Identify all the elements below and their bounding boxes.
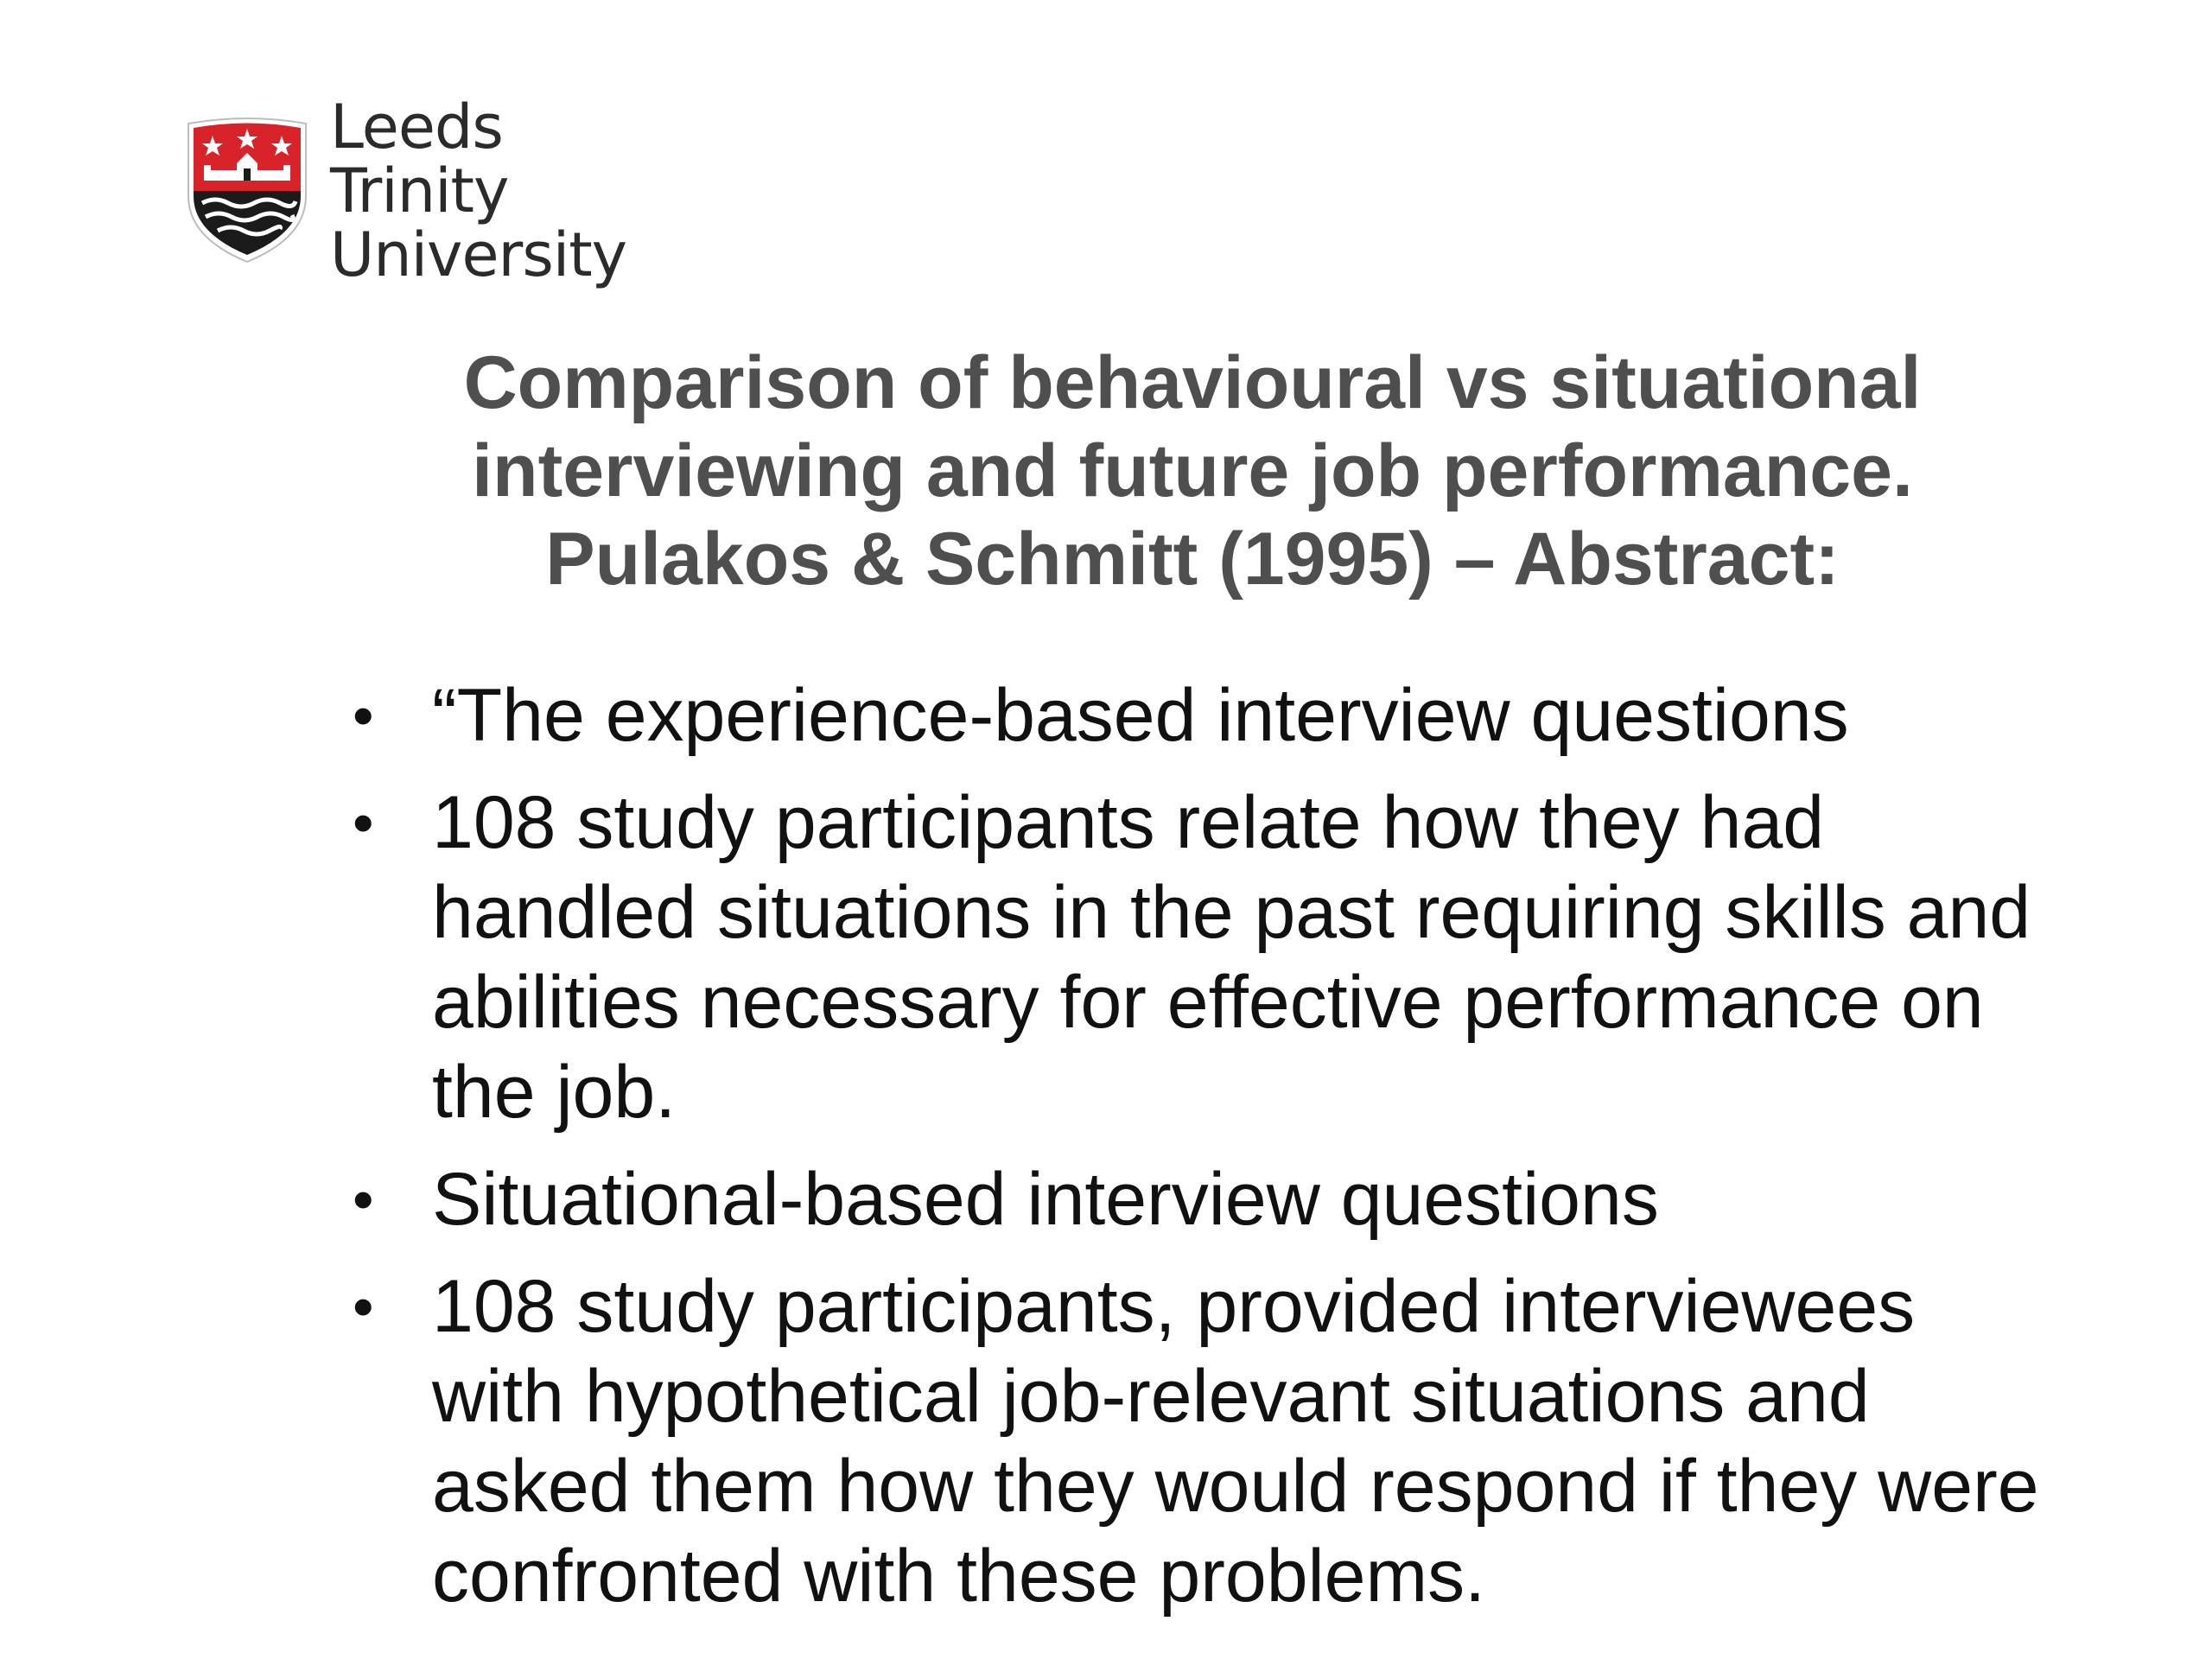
bullet-text: asked them how they would respond if they were xyxy=(432,1445,2039,1528)
university-logo xyxy=(183,92,667,290)
bullet-text: with hypothetical job-relevant situations and xyxy=(432,1355,1870,1438)
bullet-symbol: • xyxy=(353,1166,374,1233)
logo-wordmark xyxy=(330,92,667,290)
bullet-symbol: • xyxy=(353,682,374,749)
logo-line-1: Leeds Trinity xyxy=(330,92,509,226)
bullet-text: Situational-based interview questions xyxy=(432,1158,1659,1241)
bullet-symbol: • xyxy=(353,789,374,856)
bullet-item-3 xyxy=(328,1154,2091,1244)
bullet-text: abilities necessary for effective performance on xyxy=(432,961,1984,1044)
bullet-text: 108 study participants, provided interviewees xyxy=(432,1265,1916,1348)
crest-icon xyxy=(183,117,311,265)
logo-line-2: University xyxy=(330,219,627,290)
bullet-item-4 xyxy=(328,1262,2091,1621)
slide-title xyxy=(328,339,2056,603)
bullet-item-2 xyxy=(328,778,2091,1137)
bullet-text: the job. xyxy=(432,1051,677,1134)
title-line-2: interviewing and future job performance. xyxy=(472,429,1913,512)
bullet-item-1 xyxy=(328,671,2091,760)
bullet-text: “The experience-based interview questions xyxy=(432,674,1849,757)
bullet-symbol: • xyxy=(353,1273,374,1340)
bullet-text: confronted with these problems. xyxy=(432,1535,1485,1618)
title-line-3: Pulakos & Schmitt (1995) – Abstract: xyxy=(545,518,1840,601)
bullet-list xyxy=(328,671,2091,1638)
title-line-1: Comparison of behavioural vs situational xyxy=(463,341,1922,424)
bullet-text: handled situations in the past requiring skills and xyxy=(432,871,2031,954)
bullet-text: 108 study participants relate how they had xyxy=(432,781,1825,864)
